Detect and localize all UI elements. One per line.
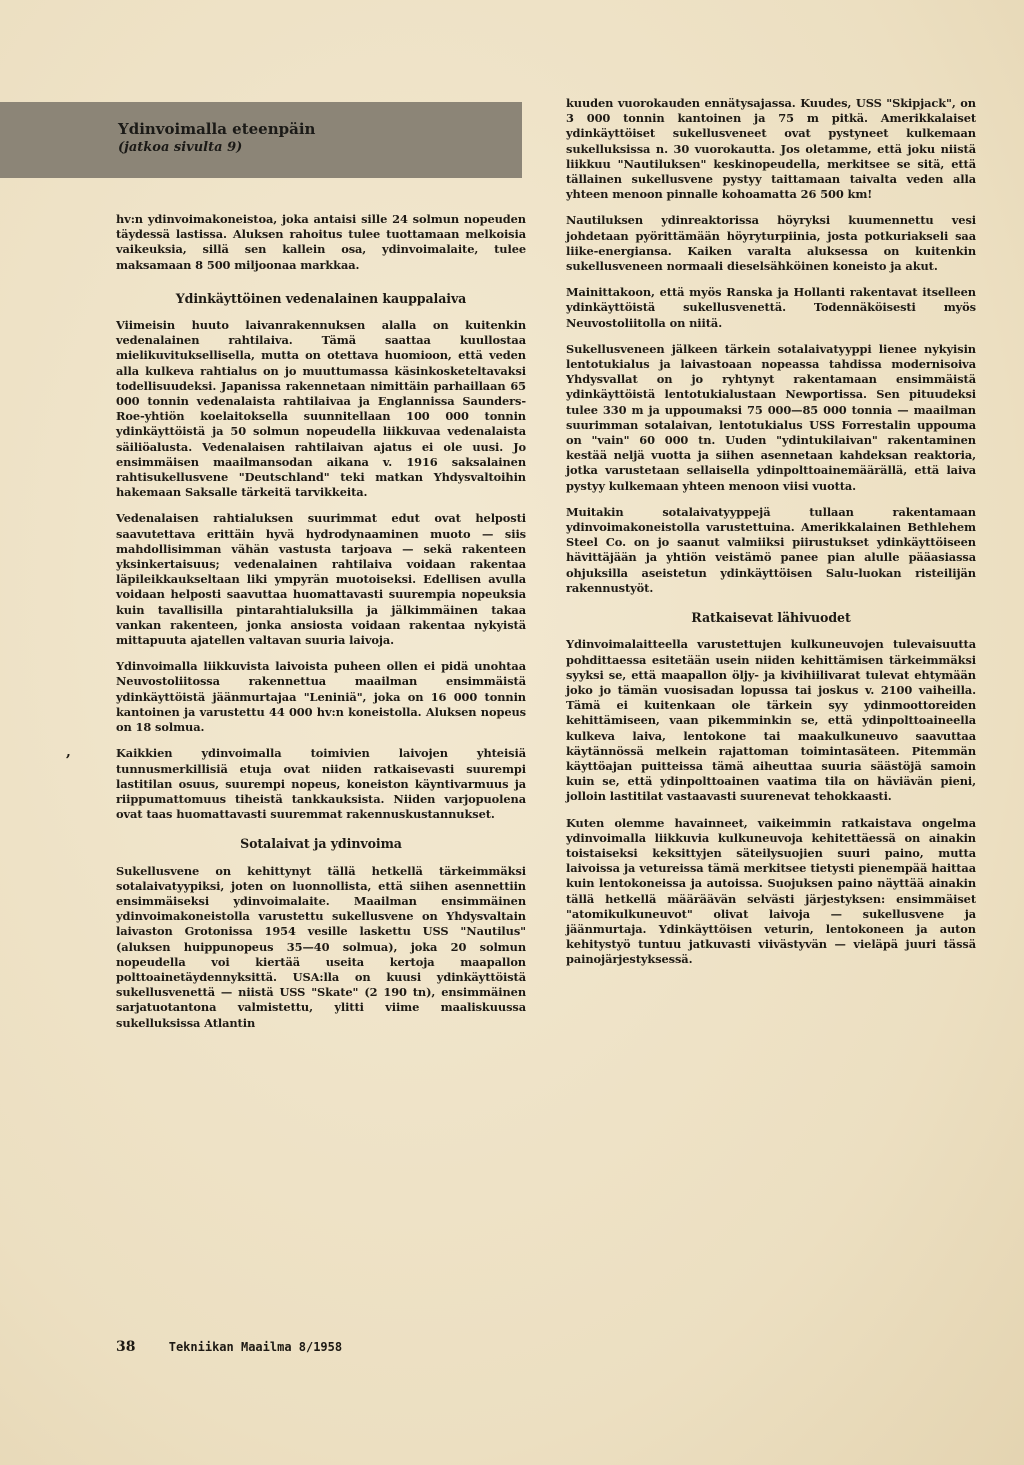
banner-subtitle: (jatkoa sivulta 9) xyxy=(118,140,243,155)
paragraph: Mainittakoon, että myös Ranska ja Hollanti rakentavat itselleen ydinkäyttöistä sukellusvenettä. Todennäköisesti myös Neuvostoliitolla on niitä. xyxy=(566,285,976,330)
continuation-banner xyxy=(0,102,522,178)
section-heading: Sotalaivat ja ydinvoima xyxy=(240,836,402,852)
paragraph: Kuten olemme havainneet, vaikeimmin ratkaistava ongelma ydinvoimalla liikkuvia kulkuneuvoja kehitettäessä on ainakin toistaiseksi keksittyjen säteilysuojien suuri paino, mutta laivoissa ja vetureissa tämä merkitsee tietysti pienempää haittaa kuin lentokoneissa ja autoissa. Suojuksen paino näyttää ainakin tällä hetkellä määräävän selvästi järjestyksen: ensimmäiset "atomikulkuneuvot" olivat laivoja — sukellusvene ja jäänmurtaja. Ydinkäyttöisen veturin, lentokoneen ja auton kehitystyö tuntuu jatkuvasti viivästyvän — vieläpä juuri tässä painojärjestyksessä. xyxy=(566,815,976,967)
paragraph: Nautiluksen ydinreaktorissa höyryksi kuumennettu vesi johdetaan pyörittämään höyryturpiinia, josta potkuriakseli saa liike-energiansa. Kaiken varalta aluksessa on kuitenkin sukellusveneen normaali dieselsähköinen koneisto ja akut. xyxy=(566,213,976,274)
paragraph: Ydinvoimalaitteella varustettujen kulkuneuvojen tulevaisuutta pohdittaessa esitetään usein niiden kehittämisen tärkeimmäksi syyksi se, että maapallon öljy- ja kivihiilivarat tulevat ehtymään joko jo tämän vuosisadan lopussa tai joskus v. 2100 vaiheilla. Tämä ei kuitenkaan ole tärkein syy ydinmoottoreiden kehittämiseen, vaan pikemminkin se, että ydinpolttoaineella kulkeva laiva, lentokone tai maakulkuneuvo saavuttaa käytännössä melkein rajattoman toimintasäteen. Pitemmän käyttöajan puitteissa tämä aiheuttaa suuria säästöjä samoin kuin se, että ydinpolttoainen vaatima tila on häviävän pieni, jolloin lastitilat vastaavasti suurenevat tehokkaasti. xyxy=(566,637,976,804)
page-footer xyxy=(116,1339,536,1355)
paragraph: hv:n ydinvoimakoneistoa, joka antaisi sille 24 solmun nopeuden täydessä lastissa. Aluksen rahoitus tulee tuottamaan melkoisia vaikeuksia, sillä sen kallein osa, ydinvoimalaite, tulee maksamaan 8 500 miljoonaa markkaa. xyxy=(116,212,526,272)
paragraph: Sukellusvene on kehittynyt tällä hetkellä tärkeimmäksi sotalaivatyypiksi, joten on luonnollista, että siihen asennettiin ensimmäiseksi ydinvoimalaite. Maailman ensimmäinen ydinvoimakoneistolla varustettu sukellusvene on Yhdysvaltain laivaston Grotonissa 1954 vesille laskettu USS "Nautilus" (aluksen huippunopeus 35—40 solmua), joka 20 solmun nopeudella voi kiertää useita kertoja maapallon polttoainetäydennyksittä. USA:lla on kuusi ydinkäyttöistä sukellusvenettä — niistä USS "Skate" (2 190 tn), ensimmäinen sarjatuotantona valmistettu, ylitti viime maaliskuussa sukelluksissa Atlantin xyxy=(116,863,526,1030)
paragraph: kuuden vuorokauden ennätysajassa. Kuudes, USS "Skipjack", on 3 000 tonnin kantoinen ja 75 m pitkä. Amerikkalaiset ydinkäyttöiset sukellusveneet ovat pystyneet kulkemaan sukelluksissa n. 30 vuorokautta. Jos oletamme, että joku niistä liikkuu "Nautiluksen" keskinopeudella, merkitsee se sitä, että tällainen sukellusvene pystyy taittamaan taivalta veden alla yhteen menoon pinnalle kohoamatta 26 500 km! xyxy=(566,96,976,202)
paragraph: Ydinvoimalla liikkuvista laivoista puheen ollen ei pidä unohtaa Neuvostoliitossa rakennettua maailman ensimmäistä ydinkäyttöistä jäänmurtajaa "Leniniä", joka on 16 000 tonnin kantoinen ja varustettu 44 000 hv:n koneistolla. Aluksen nopeus on 18 solmua. xyxy=(116,659,526,735)
margin-mark: , xyxy=(66,744,71,760)
paragraph: Viimeisin huuto laivanrakennuksen alalla on kuitenkin vedenalainen rahtilaiva. Tämä saattaa kuullostaa mielikuvituksellisella, mutta on otettava huomioon, että veden alla kulkeva rahtialus on jo muuttumassa käsinkosketeltavaksi todellisuudeksi. Japanissa rakennetaan nimittäin parhaillaan 65 000 tonnin vedenalaista rahtilaivaa ja Englannissa Saunders-Roe-yhtiön koelaitoksella suunnitellaan 100 000 tonnin ydinkäyttöistä ja 50 solmun nopeudella liikkuvaa vedenalaista säiliöalusta. Vedenalaisen rahtilaivan ajatus ei ole uusi. Jo ensimmäisen maailmansodan aikana v. 1916 saksalainen rahtisukellusvene "Deutschland" teki matkan Yhdysvaltoihin hakemaan Saksalle tärkeitä tarvikkeita. xyxy=(116,318,526,500)
section-heading: Ratkaisevat lähivuodet xyxy=(691,610,851,626)
publication-name: Tekniikan Maailma 8/1958 xyxy=(168,1340,343,1354)
page-number: 38 xyxy=(116,1339,136,1355)
banner-title: Ydinvoimalla eteenpäin xyxy=(118,120,316,138)
paragraph: Muitakin sotalaivatyyppejä tullaan rakentamaan ydinvoimakoneistolla varustettuina. Amerikkalainen Bethlehem Steel Co. on jo saanut valmiiksi piirustukset ydinkäyttöiseen hävittäjään ja yhtiön veistämö panee pian alulle pääasiassa ohjuksilla aseistetun ydinkäyttöisen Salu-luokan risteilijän rakennustyöt. xyxy=(566,504,976,595)
paragraph: Kaikkien ydinvoimalla toimivien laivojen yhteisiä tunnusmerkillisiä etuja ovat niiden ratkaisevasti suurempi lastitilan osuus, suurempi nopeus, koneiston käyntivarmuus ja riippumattomuus tiheistä tankkauksista. Niiden varjopuolena ovat taas huomattavasti suuremmat rakennuskustannukset. xyxy=(116,746,526,822)
paragraph: Vedenalaisen rahtialuksen suurimmat edut ovat helposti saavutettava erittäin hyvä hydrodynaaminen muoto — siis mahdollisimman vähän vastusta tarjoava — sekä rakenteen yksinkertaisuus; vedenalainen rahtilaiva voidaan rakentaa läpileikkaukseltaan liki ympyrän muotoiseksi. Edellisen avulla voidaan helposti saavuttaa huomattavasti suurempia nopeuksia kuin tavallisilla pintarahtialuksilla ja jälkimmäinen takaa vankan rakenteen, jonka ansiosta voidaan rakentaa nykyistä mittapuuta ajatellen valtavan suuria laivoja. xyxy=(116,511,526,648)
left-column xyxy=(116,212,526,1042)
right-column xyxy=(566,96,976,979)
paragraph: Sukellusveneen jälkeen tärkein sotalaivatyyppi lienee nykyisin lentotukialus ja laivastoaan nopeassa tahdissa modernisoiva Yhdysvallat on jo ryhtynyt rakentamaan ensimmäistä ydinkäyttöistä lentotukialustaan Newportissa. Sen pituudeksi tulee 330 m ja uppoumaksi 75 000—85 000 tonnia — maailman suurimman sotalaivan, lentotukialus USS Forrestalin uppouma on "vain" 60 000 tn. Uuden "ydintukilaivan" rakentaminen kestää neljä vuotta ja siihen asennetaan kahdeksan reaktoria, jotka varustetaan sellaisella ydinpolttoainemäärällä, että laiva pystyy kulkemaan yhteen menoon viisi vuotta. xyxy=(566,341,976,493)
section-heading: Ydinkäyttöinen vedenalainen kauppalaiva xyxy=(175,290,467,306)
